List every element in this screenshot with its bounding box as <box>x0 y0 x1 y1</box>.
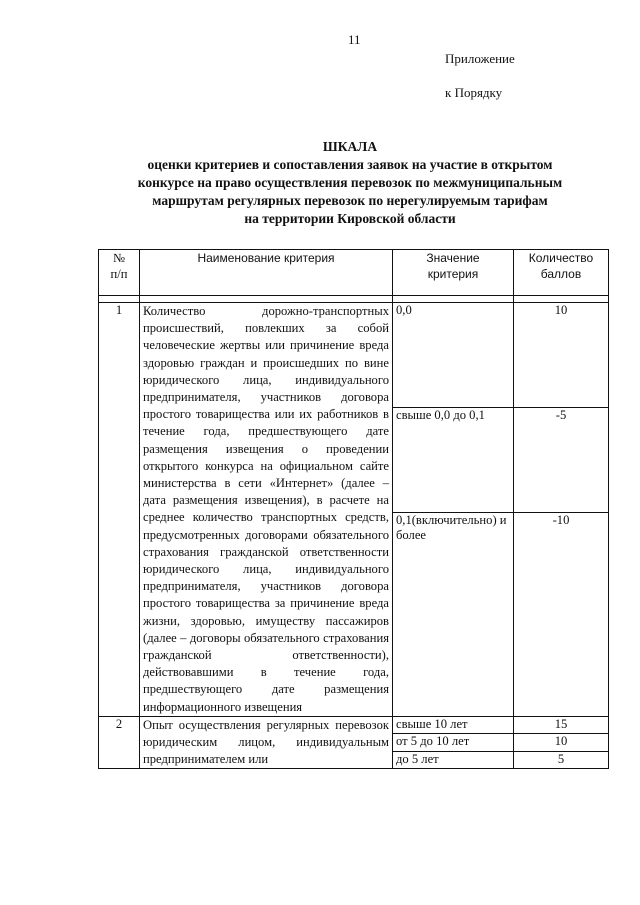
criterion-points: 5 <box>514 751 609 769</box>
table-row <box>99 303 609 408</box>
criterion-value: 0,1(включительно) и более <box>393 513 514 717</box>
document-title <box>100 138 600 228</box>
header-criterion-value <box>393 250 514 296</box>
header-number <box>99 250 140 296</box>
header-value-line-2: критерия <box>427 267 479 281</box>
criterion-points: -5 <box>514 408 609 513</box>
title-line-1: ШКАЛА <box>322 139 378 154</box>
table-row <box>99 716 609 734</box>
title-line-3: конкурсе на право осуществления перевозок по межмуниципальным <box>137 175 563 190</box>
criterion-value: от 5 до 10 лет <box>393 734 514 752</box>
criterion-points: 10 <box>514 303 609 408</box>
criterion-text: Опыт осуществления регулярных перевозок юридическим лицом, индивидуальным предпринимателем или <box>140 716 393 769</box>
page-number: 11 <box>348 32 361 47</box>
header-points <box>514 250 609 296</box>
header-number-line-2: п/п <box>110 267 128 281</box>
header-criterion-name: Наименование критерия <box>140 250 393 296</box>
criterion-text: Количество дорожно-транспортных происшествий, повлекших за собой человеческие жертвы или причинение вреда здоровью граждан и происшедших по вине юридического лица, индивидуального предпринимателя, участников договора простого товарищества или их работников в течение года, предшествующего дате размещения извещения о проведении открытого конкурса на официальном сайте министерства в сети «Интернет» (далее – дата размещения извещения), в расчете на среднее количество транспортных средств, предусмотренных договорами обязательного страхования гражданской ответственности юридического лица, индивидуального предпринимателя, участников договора простого товарищества за причинение вреда жизни, здоровью, имуществу пассажиров (далее – договоры обязательного страхования гражданской ответственности), действовавшими в течение года, предшествующего дате размещения информационного извещения <box>140 303 393 717</box>
header-value-line-1: Значение <box>426 251 480 265</box>
appendix-label: Приложение <box>445 51 515 66</box>
criterion-points: 10 <box>514 734 609 752</box>
title-line-4: маршрутам регулярных перевозок по нерегулируемым тарифам <box>152 193 548 208</box>
header-number-line-1: № <box>112 251 126 265</box>
header-spacer-row <box>99 296 609 303</box>
criterion-value: 0,0 <box>393 303 514 408</box>
criterion-value: до 5 лет <box>393 751 514 769</box>
criteria-table <box>98 249 609 769</box>
title-line-5: на территории Кировской области <box>244 211 456 226</box>
appendix-reference: к Порядку <box>445 85 503 100</box>
title-line-2: оценки критериев и сопоставления заявок на участие в открытом <box>147 157 553 172</box>
criterion-points: -10 <box>514 513 609 717</box>
table-header-row <box>99 250 609 296</box>
criterion-points: 15 <box>514 716 609 734</box>
row-number: 2 <box>99 716 140 769</box>
header-points-line-1: Количество <box>528 251 594 265</box>
header-points-line-2: баллов <box>540 267 582 281</box>
row-number: 1 <box>99 303 140 717</box>
criterion-value: свыше 10 лет <box>393 716 514 734</box>
criterion-value: свыше 0,0 до 0,1 <box>393 408 514 513</box>
